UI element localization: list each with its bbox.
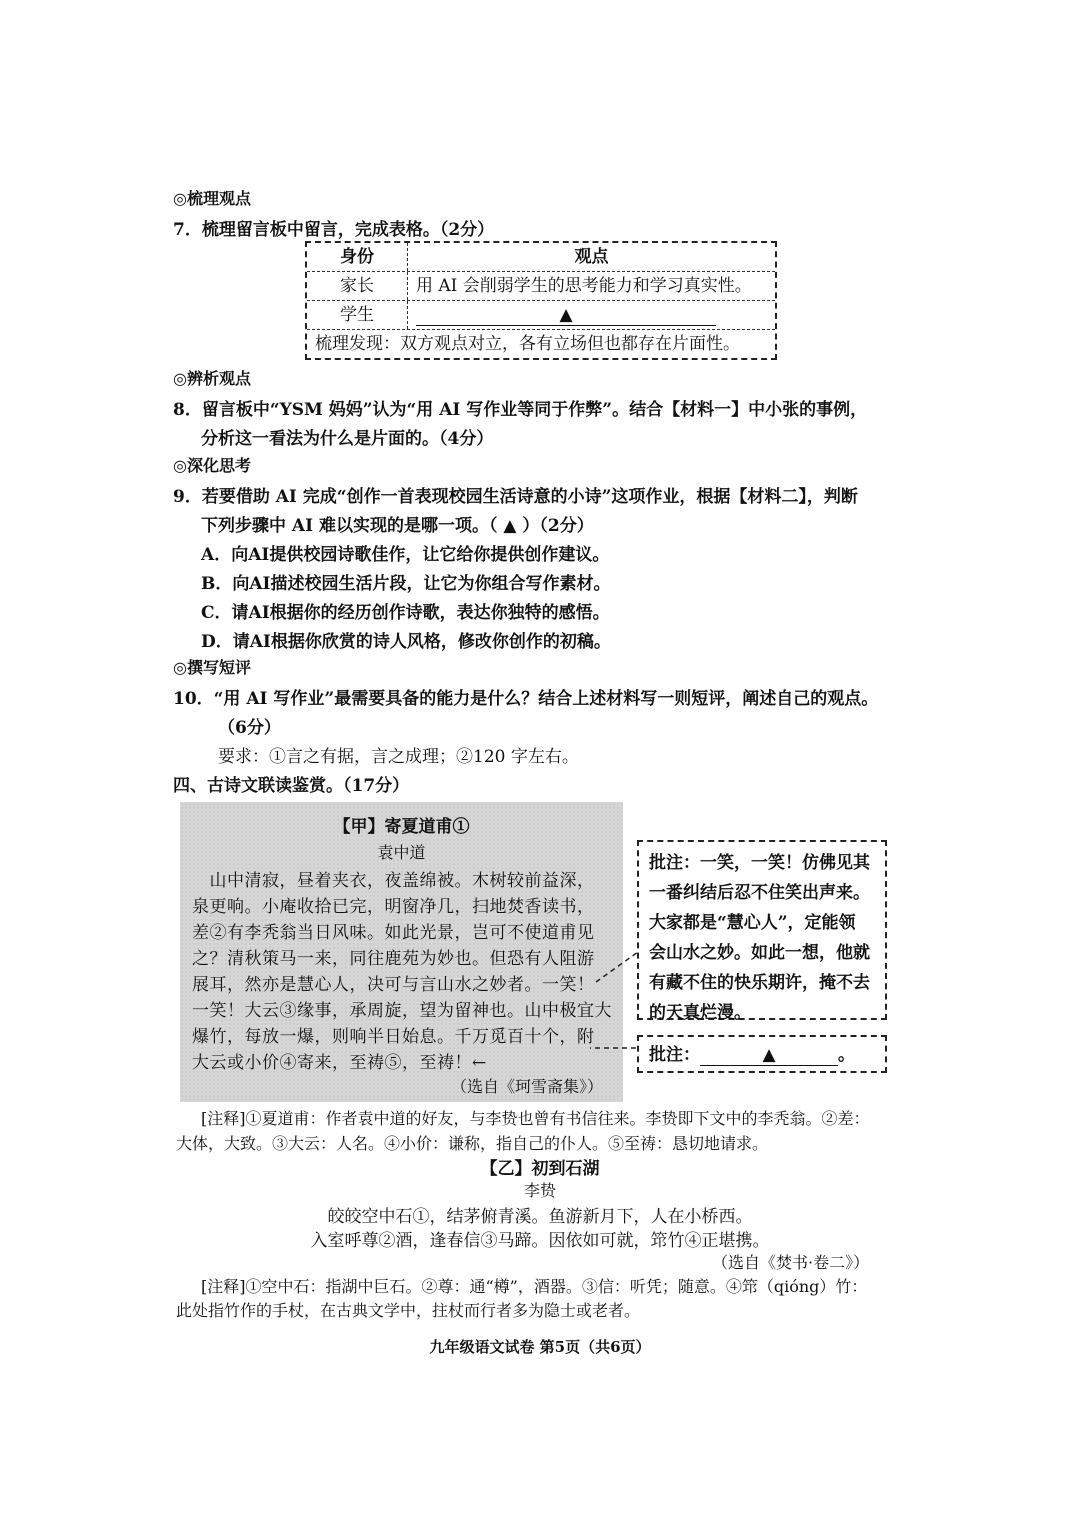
passage-jia-line: 大云或小价④寄来，至祷⑤，至祷！← bbox=[192, 1053, 487, 1073]
jia-notes-line2: 大体，大致。③大云：人名。④小价：谦称，指自己的仆人。⑤至祷：恳切地请求。 bbox=[176, 1134, 769, 1153]
viewpoint-table bbox=[305, 241, 777, 360]
annotation-answer-blank: ▲ bbox=[700, 1045, 838, 1066]
passage-jia-author: 袁中道 bbox=[377, 843, 426, 862]
annotation-box-2 bbox=[637, 1035, 887, 1073]
passage-jia bbox=[180, 802, 623, 1102]
passage-jia-line: 差②有李秃翁当日风味。如此光景，岂可不使道甫见 bbox=[192, 923, 595, 943]
passage-jia-title: 【甲】寄夏道甫① bbox=[333, 817, 470, 837]
passage-jia-line: 山中清寂，昼着夹衣，夜盖绵被。木树较前益深， bbox=[192, 871, 595, 891]
passage-yi-title: 【乙】初到石湖 bbox=[480, 1159, 600, 1179]
table-header-row bbox=[307, 243, 775, 272]
passage-jia-source: （选自《珂雪斋集》） bbox=[450, 1077, 603, 1096]
yi-notes-line1: [注释]①空中石：指湖中巨石。②尊：通“樽”，酒器。③信：听凭；随意。④筇（qióng）竹： bbox=[201, 1277, 868, 1296]
section-heading-sort: ◎梳理观点 bbox=[173, 189, 251, 208]
passage-yi-line2: 入室呼尊②酒，逢春信③马蹄。因依如可就，筇竹④正堪携。 bbox=[310, 1231, 770, 1251]
table-row-student bbox=[307, 301, 775, 330]
annotation-line: 一番纠结后忍不住笑出声来。 bbox=[649, 883, 870, 903]
table-cell-student-view bbox=[408, 301, 775, 329]
table-cell-student: 学生 bbox=[307, 301, 408, 329]
passage-jia-line: 展耳，然亦是慧心人，决可与言山水之妙者。一笑！ bbox=[192, 975, 595, 995]
passage-jia-line: 一笑！大云③缘事，承周旋，望为留神也。山中极宜大 bbox=[192, 1001, 612, 1021]
table-header-viewpoint: 观点 bbox=[574, 247, 609, 267]
annotation-label: 批注： bbox=[649, 1045, 700, 1065]
table-row-parent bbox=[307, 272, 775, 301]
jia-notes-line1: [注释]①夏道甫：作者袁中道的好友，与李贽也曾有书信往来。李贽即下文中的李秃翁。②差： bbox=[201, 1109, 870, 1128]
section-heading-analyze: ◎辨析观点 bbox=[173, 369, 251, 388]
annotation-line: 大家都是“慧心人”，定能领 bbox=[649, 913, 856, 933]
passage-yi-source: （选自《焚书·卷二》） bbox=[712, 1253, 870, 1272]
question-10-requirement: 要求：①言之有据，言之成理；②120 字左右。 bbox=[218, 747, 579, 767]
question-9-line1: 9．若要借助 AI 完成“创作一首表现校园生活诗意的小诗”这项作业，根据【材料二】，判断 bbox=[173, 487, 858, 507]
section-heading-poetry: 四、古诗文联读鉴赏。（17分） bbox=[173, 776, 410, 796]
table-cell-parent: 家长 bbox=[307, 272, 408, 300]
annotation-line: 有藏不住的快乐期许，掩不去 bbox=[649, 973, 870, 993]
passage-yi-line1: 皎皎空中石①，结茅俯青溪。鱼游新月下，人在小桥西。 bbox=[327, 1207, 753, 1227]
section-heading-deepen: ◎深化思考 bbox=[173, 456, 251, 475]
table-row-summary bbox=[307, 330, 775, 358]
yi-notes-line2: 此处指竹作的手杖，在古典文学中，拄杖而行者多为隐士或老者。 bbox=[176, 1301, 641, 1320]
question-8-line2: 分析这一看法为什么是片面的。（4分） bbox=[201, 429, 494, 449]
question-8-line1: 8．留言板中“YSM 妈妈”认为“用 AI 写作业等同于作弊”。结合【材料一】中小张的事例， bbox=[173, 400, 868, 420]
table-summary: 梳理发现：双方观点对立，各有立场但也都存在片面性。 bbox=[315, 334, 740, 354]
option-b: B．向AI描述校园生活片段，让它为你组合写作素材。 bbox=[201, 574, 611, 594]
passage-jia-line: 爆竹，每放一爆，则响半日始息。千万觅百十个，附 bbox=[192, 1027, 595, 1047]
question-10-line2: （6分） bbox=[218, 718, 281, 738]
option-d: D．请AI根据你欣赏的诗人风格，修改你创作的初稿。 bbox=[201, 632, 611, 652]
annotation-end: 。 bbox=[838, 1045, 855, 1065]
table-header-identity: 身份 bbox=[307, 243, 408, 271]
passage-jia-line: 之？清秋策马一来，同往鹿苑为妙也。但恐有人阻游 bbox=[192, 949, 595, 969]
annotation-line: 会山水之妙。如此一想，他就 bbox=[649, 943, 870, 963]
option-a: A．向AI提供校园诗歌佳作，让它给你提供创作建议。 bbox=[201, 545, 610, 565]
answer-blank: ▲ bbox=[416, 305, 716, 326]
annotation-line: 批注：一笑，一笑！仿佛见其 bbox=[649, 853, 870, 873]
section-heading-review: ◎撰写短评 bbox=[173, 658, 251, 677]
page-footer: 九年级语文试卷 第5页（共6页） bbox=[429, 1338, 651, 1356]
annotation-box-1 bbox=[637, 840, 887, 1023]
question-7: 7．梳理留言板中留言，完成表格。（2分） bbox=[173, 220, 495, 240]
option-c: C．请AI根据你的经历创作诗歌，表达你独特的感悟。 bbox=[201, 603, 610, 623]
table-cell-parent-view: 用 AI 会削弱学生的思考能力和学习真实性。 bbox=[416, 276, 752, 296]
question-10-line1: 10．“用 AI 写作业”最需要具备的能力是什么？结合上述材料写一则短评，阐述自己的观点。 bbox=[173, 689, 879, 709]
question-9-line2: 下列步骤中 AI 难以实现的是哪一项。（ ▲ ）（2分） bbox=[201, 516, 594, 536]
annotation-line: 的天真烂漫。 bbox=[649, 1003, 751, 1023]
passage-jia-line: 泉更响。小庵收拾已完，明窗净几，扫地焚香读书， bbox=[192, 897, 595, 917]
passage-yi-author: 李贽 bbox=[523, 1181, 556, 1200]
